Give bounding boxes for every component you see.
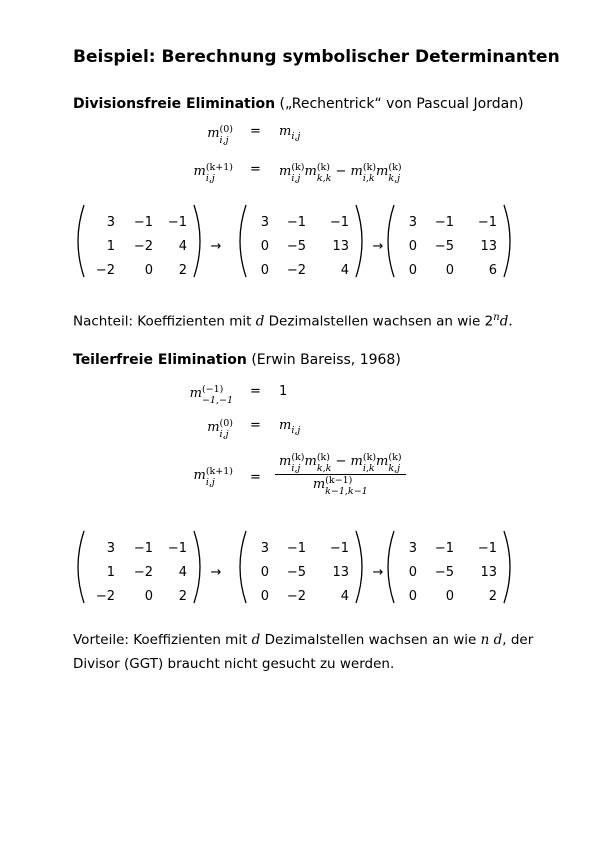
equation-rhs: $m_{i,j}$ [279,124,301,142]
matrix-cell: 0 [408,565,417,580]
heading-bold: Teilerfreie Elimination [73,352,247,368]
equation-lhs: m (k+1) i,j [193,466,233,488]
matrix-cell: 0 [144,263,153,278]
note-vorteile: Vorteile: Koeffizienten mit d Dezimalstellen wachsen an wie n d, der Divisor (GGT) braucht nicht gesucht zu werden. [73,632,534,672]
matrix-cell: −1 [133,541,153,556]
matrix-cell: 3 [106,215,115,230]
matrix-cell: 2 [488,589,497,604]
matrix-cell: 0 [408,263,417,278]
matrix-cell: 4 [340,263,349,278]
matrix-cell: −2 [133,239,153,254]
equation-lhs: m (0) i,j [207,124,233,146]
matrix-cell: 0 [144,589,153,604]
equation-init [0,124,596,154]
matrix-cell: 3 [260,215,269,230]
matrix-cell: 0 [445,263,454,278]
matrix-cell: −1 [434,215,454,230]
matrix-cell: −5 [434,239,454,254]
right-parenthesis [504,531,510,603]
matrix-cell: 1 [106,239,115,254]
matrix-cell: −1 [167,215,187,230]
matrix-cell: 0 [408,589,417,604]
matrix-cell: 2 [178,263,187,278]
left-parenthesis [388,531,394,603]
matrix-cell: −5 [434,565,454,580]
section-heading-divisionsfreie [73,96,524,112]
matrix-row-svg [0,201,596,291]
heading-rest: (Erwin Bareiss, 1968) [246,352,401,368]
matrix-cell: 4 [340,589,349,604]
matrix-cell: −2 [95,589,115,604]
right-parenthesis [194,531,200,603]
right-parenthesis [356,531,362,603]
matrix-cell: 13 [480,565,497,580]
heading-bold: Divisionsfreie Elimination [73,96,276,112]
equation-rhs: 1 [279,384,288,399]
equation-fraction [275,452,406,497]
matrix-cell: 13 [480,239,497,254]
equation-lhs: m (k+1) i,j [193,162,233,184]
matrix-cell: 3 [408,215,417,230]
left-parenthesis [388,205,394,277]
matrix-cell: −1 [329,541,349,556]
equation-lhs: m (0) i,j [207,418,233,440]
equation-base-minus1 [0,384,596,414]
arrow-icon: → [372,239,384,254]
matrix-cell: 13 [332,565,349,580]
heading-rest: („Rechentrick“ von Pascual Jordan) [275,96,524,112]
equals-sign: = [250,418,261,433]
matrix-cell: 0 [260,263,269,278]
matrix-cell: 1 [106,565,115,580]
equals-sign: = [250,384,261,399]
matrix-cell: 3 [260,541,269,556]
left-parenthesis [240,205,246,277]
equation-recursion [0,162,596,192]
left-parenthesis [240,531,246,603]
section-heading-teilerfreie [73,352,401,368]
equals-sign: = [250,124,261,139]
equals-sign: = [250,162,261,177]
matrix-cell: −2 [133,565,153,580]
matrix-cell: 3 [106,541,115,556]
matrix-cell: 0 [260,565,269,580]
left-parenthesis [78,531,84,603]
equation-lhs: m (−1) −1,−1 [189,384,233,406]
matrix-cell: −1 [133,215,153,230]
matrix-cell: −5 [286,239,306,254]
matrix-cell: −1 [329,215,349,230]
arrow-icon: → [372,565,384,580]
arrow-icon: → [210,239,222,254]
matrix-cell: 0 [260,239,269,254]
fraction-numerator: m (k) i,j m (k) k,k − m (k) i,k m (k) k,j [275,452,406,475]
matrix-cell: −5 [286,565,306,580]
matrix-cell: 3 [408,541,417,556]
matrix-cell: −2 [286,263,306,278]
right-parenthesis [194,205,200,277]
arrow-icon: → [210,565,222,580]
matrix-cell: −1 [286,215,306,230]
matrix-cell: −2 [95,263,115,278]
equation-init [0,418,596,448]
matrix-cell: 2 [178,589,187,604]
note-nachteil: Nachteil: Koeffizienten mit d Dezimalstellen wachsen an wie 2$^n$d. [73,312,513,330]
matrix-cell: −1 [167,541,187,556]
equation-bareiss [0,452,596,512]
matrix-cell: −1 [477,215,497,230]
matrix-cell: 4 [178,565,187,580]
matrix-cell: 4 [178,239,187,254]
matrix-cell: 0 [445,589,454,604]
matrix-cell: −1 [286,541,306,556]
matrix-cell: 0 [408,239,417,254]
matrix-row-svg [0,527,596,617]
matrix-cell: −1 [434,541,454,556]
left-parenthesis [78,205,84,277]
fraction-denominator: m (k−1) k−1,k−1 [312,475,368,497]
matrix-cell: 0 [260,589,269,604]
equals-sign: = [250,470,261,485]
matrix-cell: −1 [477,541,497,556]
matrix-cell: 6 [488,263,497,278]
page-title: Beispiel: Berechnung symbolischer Determinanten [73,47,560,67]
right-parenthesis [356,205,362,277]
equation-rhs: m (k) i,j m (k) k,k − m (k) i,k m (k) k,j [279,162,402,184]
matrix-cell: 13 [332,239,349,254]
equation-rhs: $m_{i,j}$ [279,418,301,436]
matrix-cell: −2 [286,589,306,604]
right-parenthesis [504,205,510,277]
